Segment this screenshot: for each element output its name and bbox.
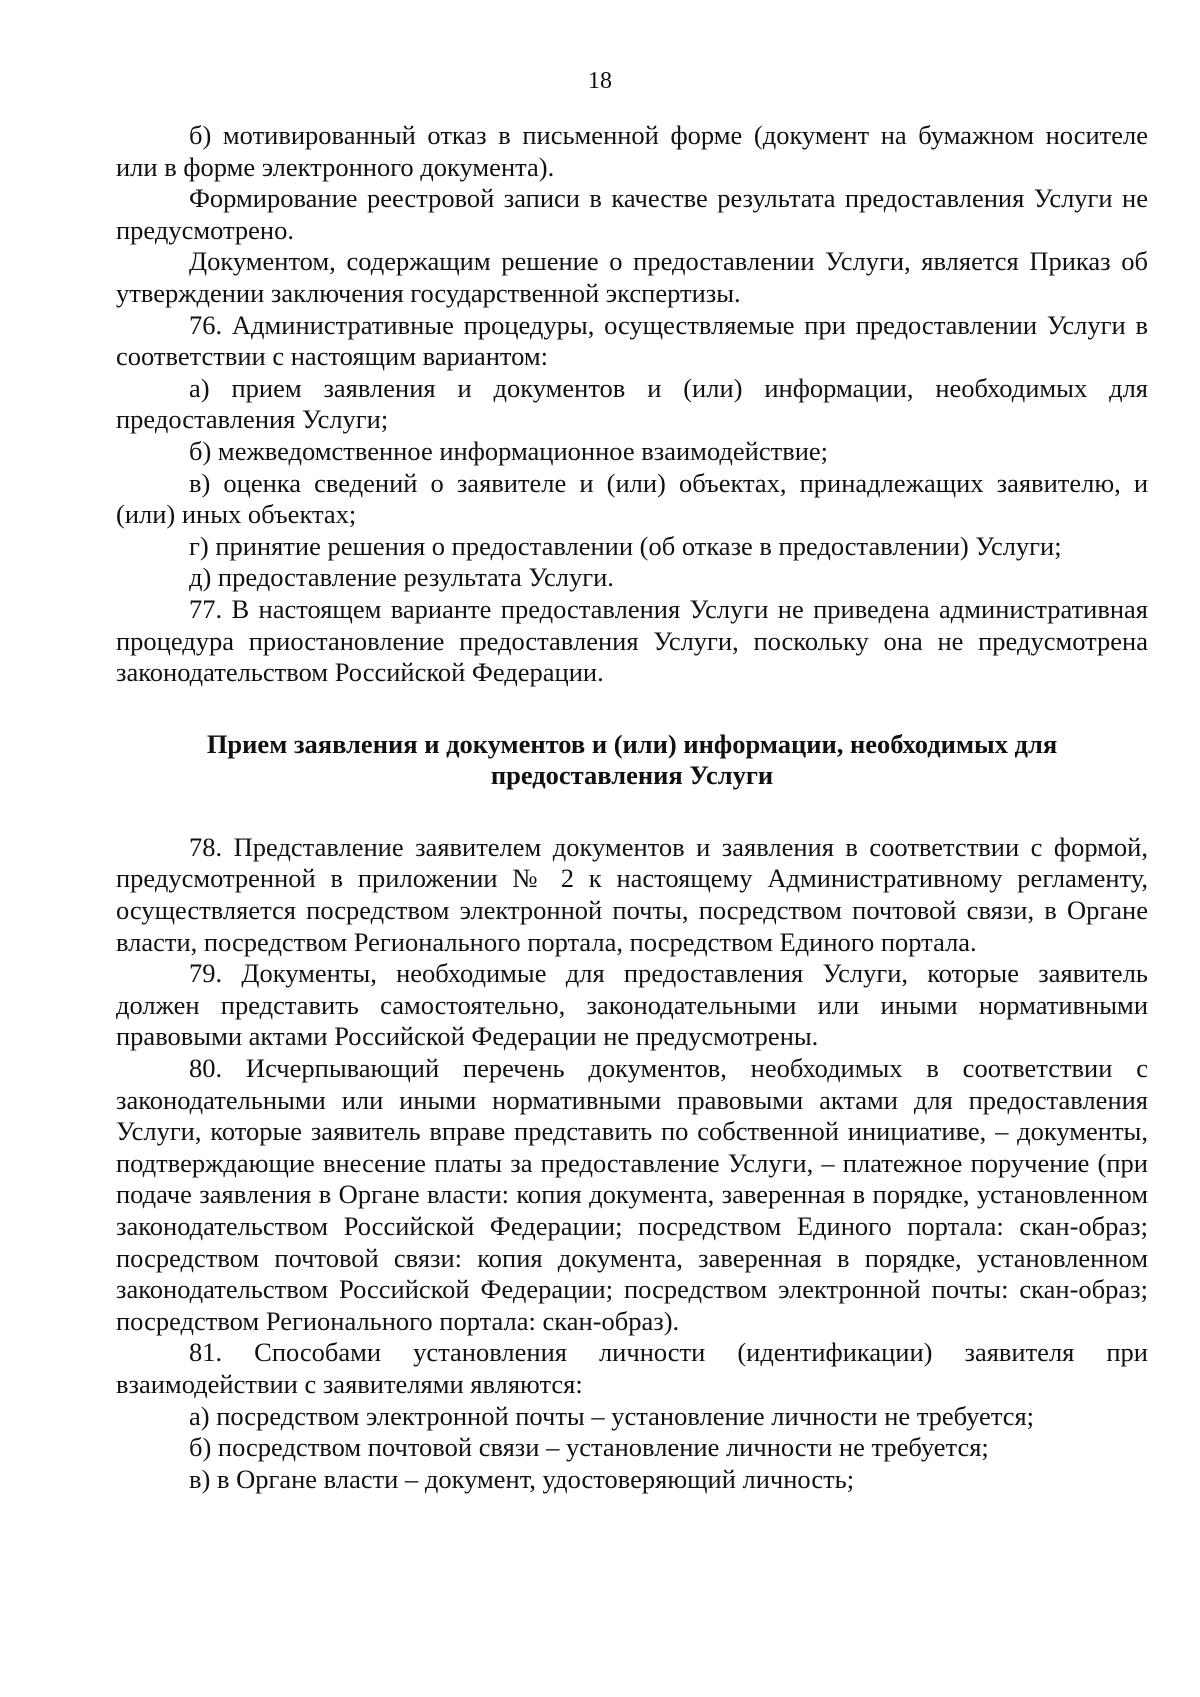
page-number: 18	[588, 68, 612, 94]
list-item: д) предоставление результата Услуги.	[189, 562, 614, 593]
paragraph: 80. Исчерпывающий перечень документов, необходимых в соответствии с законодательными или иными нормативными правовыми актами для предоставления Услуги, которые заявитель вправе представить по собственной инициативе, – документы, подтверждающие внесение платы за предоставление Услуги, – платежное поручение (при подаче заявления в Органе власти: копия документа, заверенная в порядке, установленном законодательством Российской Федерации; посредством Единого портала: скан-образ; посредством почтовой связи: копия документа, заверенная в порядке, установленном законодательством Российской Федерации; посредством электронной почты: скан-образ; посредством Регионального портала: скан-образ).	[116, 1053, 1148, 1336]
list-item: б) межведомственное информационное взаимодействие;	[189, 435, 829, 466]
paragraph: 79. Документы, необходимые для предоставления Услуги, которые заявитель должен представить самостоятельно, законодательными или иными нормативными правовыми актами Российской Федерации не предусмотрены.	[116, 958, 1148, 1052]
list-item: в) в Органе власти – документ, удостоверяющий личность;	[189, 1463, 855, 1494]
list-item: в) оценка сведений о заявителе и (или) объектах, принадлежащих заявителю, и (или) иных объектах;	[116, 467, 1148, 530]
paragraph: б) мотивированный отказ в письменной форме (документ на бумажном носителе или в форме электронного документа).	[116, 120, 1148, 182]
list-item: б) посредством почтовой связи – установление личности не требуется;	[189, 1432, 989, 1463]
paragraph: 81. Способами установления личности (идентификации) заявителя при взаимодействии с заявителями являются:	[116, 1337, 1148, 1399]
paragraph: 77. В настоящем варианте предоставления Услуги не приведена административная процедура приостановление предоставления Услуги, поскольку она не предусмотрена законодательством Российской Федерации.	[116, 593, 1148, 688]
paragraph: Формирование реестровой записи в качестве результата предоставления Услуги не предусмотрено.	[116, 183, 1148, 245]
paragraph: Документом, содержащим решение о предоставлении Услуги, является Приказ об утверждении заключения государственной экспертизы.	[116, 246, 1148, 308]
paragraph: 78. Представление заявителем документов и заявления в соответствии с формой, предусмотренной в приложении № 2 к настоящему Административному регламенту, осуществляется посредством электронной почты, посредством почтовой связи, в Органе власти, посредством Регионального портала, посредством Единого портала.	[116, 831, 1148, 957]
list-item: г) принятие решения о предоставлении (об отказе в предоставлении) Услуги;	[189, 530, 1062, 561]
section-heading: Прием заявления и документов и (или) информации, необходимых для предоставления Услуги	[206, 728, 1058, 791]
list-item: а) посредством электронной почты – установление личности не требуется;	[189, 1400, 1035, 1431]
list-item: а) прием заявления и документов и (или) информации, необходимых для предоставления Услуги;	[116, 372, 1148, 435]
paragraph: 76. Административные процедуры, осуществляемые при предоставлении Услуги в соответствии с настоящим вариантом:	[116, 309, 1148, 372]
document-body	[116, 120, 1148, 1495]
